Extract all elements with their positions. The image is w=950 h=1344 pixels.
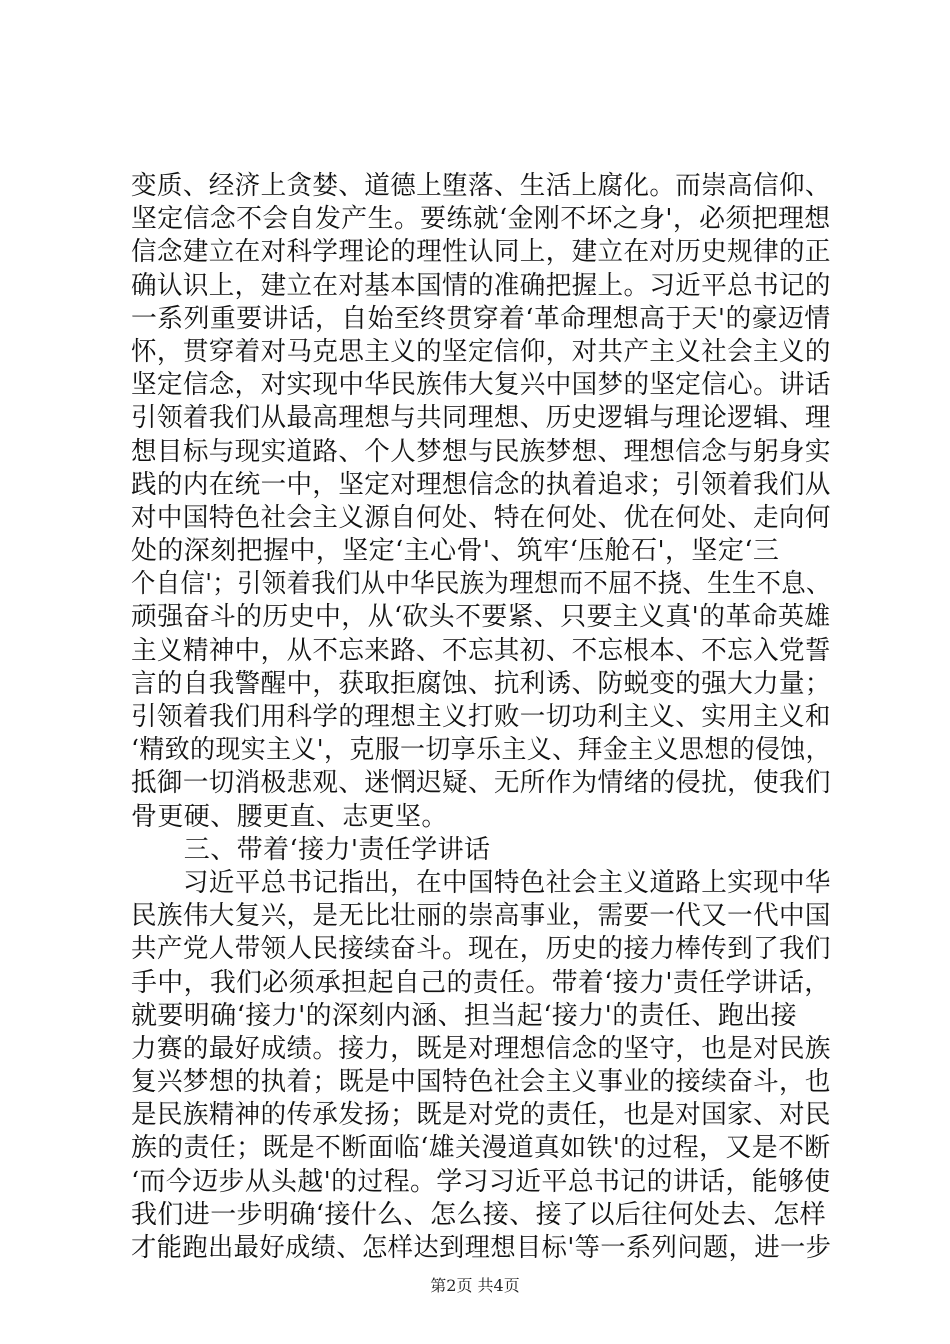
text-line: 复兴梦想的执着；既是中国特色社会主义事业的接续奋斗，也 (131, 1067, 831, 1098)
text-line: 变质、经济上贪婪、道德上堕落、生活上腐化。而崇高信仰、 (131, 171, 831, 201)
text-line: 个自信'；引领着我们从中华民族为理想而不屈不挠、生生不息、 (131, 569, 831, 600)
text-line: 想目标与现实道路、个人梦想与民族梦想、理想信念与躬身实 (131, 436, 831, 467)
text-line: ‘而今迈步从头越'的过程。学习习近平总书记的讲话，能够使 (131, 1166, 831, 1197)
text-line: 对中国特色社会主义源自何处、特在何处、优在何处、走向何 (131, 502, 831, 533)
text-line: 言的自我警醒中，获取拒腐蚀、抗利诱、防蜕变的强大力量； (131, 668, 831, 699)
text-line: 抵御一切消极悲观、迷惘迟疑、无所作为情绪的侵扰，使我们 (131, 768, 831, 799)
text-line: 是民族精神的传承发扬；既是对党的责任，也是对国家、对民 (131, 1100, 831, 1131)
text-line: 信念建立在对科学理论的理性认同上，建立在对历史规律的正 (131, 237, 831, 268)
text-line: 我们进一步明确‘接什么、怎么接、接了以后往何处去、怎样 (131, 1199, 827, 1230)
text-line: 手中，我们必须承担起自己的责任。带着‘接力'责任学讲话， (131, 967, 831, 998)
text-line: ‘精致的现实主义'，克服一切享乐主义、拜金主义思想的侵蚀， (131, 735, 832, 766)
text-line: 共产党人带领人民接续奋斗。现在，历史的接力棒传到了我们 (131, 934, 831, 965)
text-line: 引领着我们从最高理想与共同理想、历史逻辑与理论逻辑、理 (131, 403, 831, 434)
text-line: 三、带着‘接力'责任学讲话 (131, 834, 491, 865)
text-line: 力赛的最好成绩。接力，既是对理想信念的坚守，也是对民族 (131, 1033, 831, 1064)
page-footer: 第2页 共4页 (430, 1276, 520, 1295)
text-line: 处的深刻把握中，坚定‘主心骨'、筑牢‘压舱石'，坚定‘三 (131, 536, 780, 567)
text-line: 顽强奋斗的历史中，从‘砍头不要紧、只要主义真'的革命英雄 (131, 602, 831, 633)
text-line: 践的内在统一中，坚定对理想信念的执着追求；引领着我们从 (131, 469, 831, 500)
text-line: 一系列重要讲话，自始至终贯穿着‘革命理想高于天'的豪迈情 (131, 303, 831, 334)
text-line: 民族伟大复兴，是无比壮丽的崇高事业，需要一代又一代中国 (131, 901, 831, 932)
text-line: 确认识上，建立在对基本国情的准确把握上。习近平总书记的 (131, 270, 831, 301)
body-text (131, 170, 831, 1265)
text-line: 习近平总书记指出，在中国特色社会主义道路上实现中华 (131, 867, 831, 898)
text-line: 坚定信念，对实现中华民族伟大复兴中国梦的坚定信心。讲话 (131, 370, 831, 401)
text-line: 才能跑出最好成绩、怎样达到理想目标'等一系列问题，进一步 (131, 1233, 832, 1263)
text-line: 族的责任；既是不断面临‘雄关漫道真如铁'的过程，又是不断 (131, 1133, 831, 1164)
text-line: 骨更硬、腰更直、志更坚。 (131, 801, 448, 832)
text-line: 怀，贯穿着对马克思主义的坚定信仰，对共产主义社会主义的 (131, 336, 831, 367)
text-line: 引领着我们用科学的理想主义打败一切功利主义、实用主义和 (131, 702, 831, 732)
text-line: 就要明确‘接力'的深刻内涵、担当起‘接力'的责任、跑出接 (131, 1000, 798, 1031)
text-line: 坚定信念不会自发产生。要练就‘金刚不坏之身'，必须把理想 (131, 204, 831, 235)
text-line: 主义精神中，从不忘来路、不忘其初、不忘根本、不忘入党誓 (131, 635, 831, 666)
